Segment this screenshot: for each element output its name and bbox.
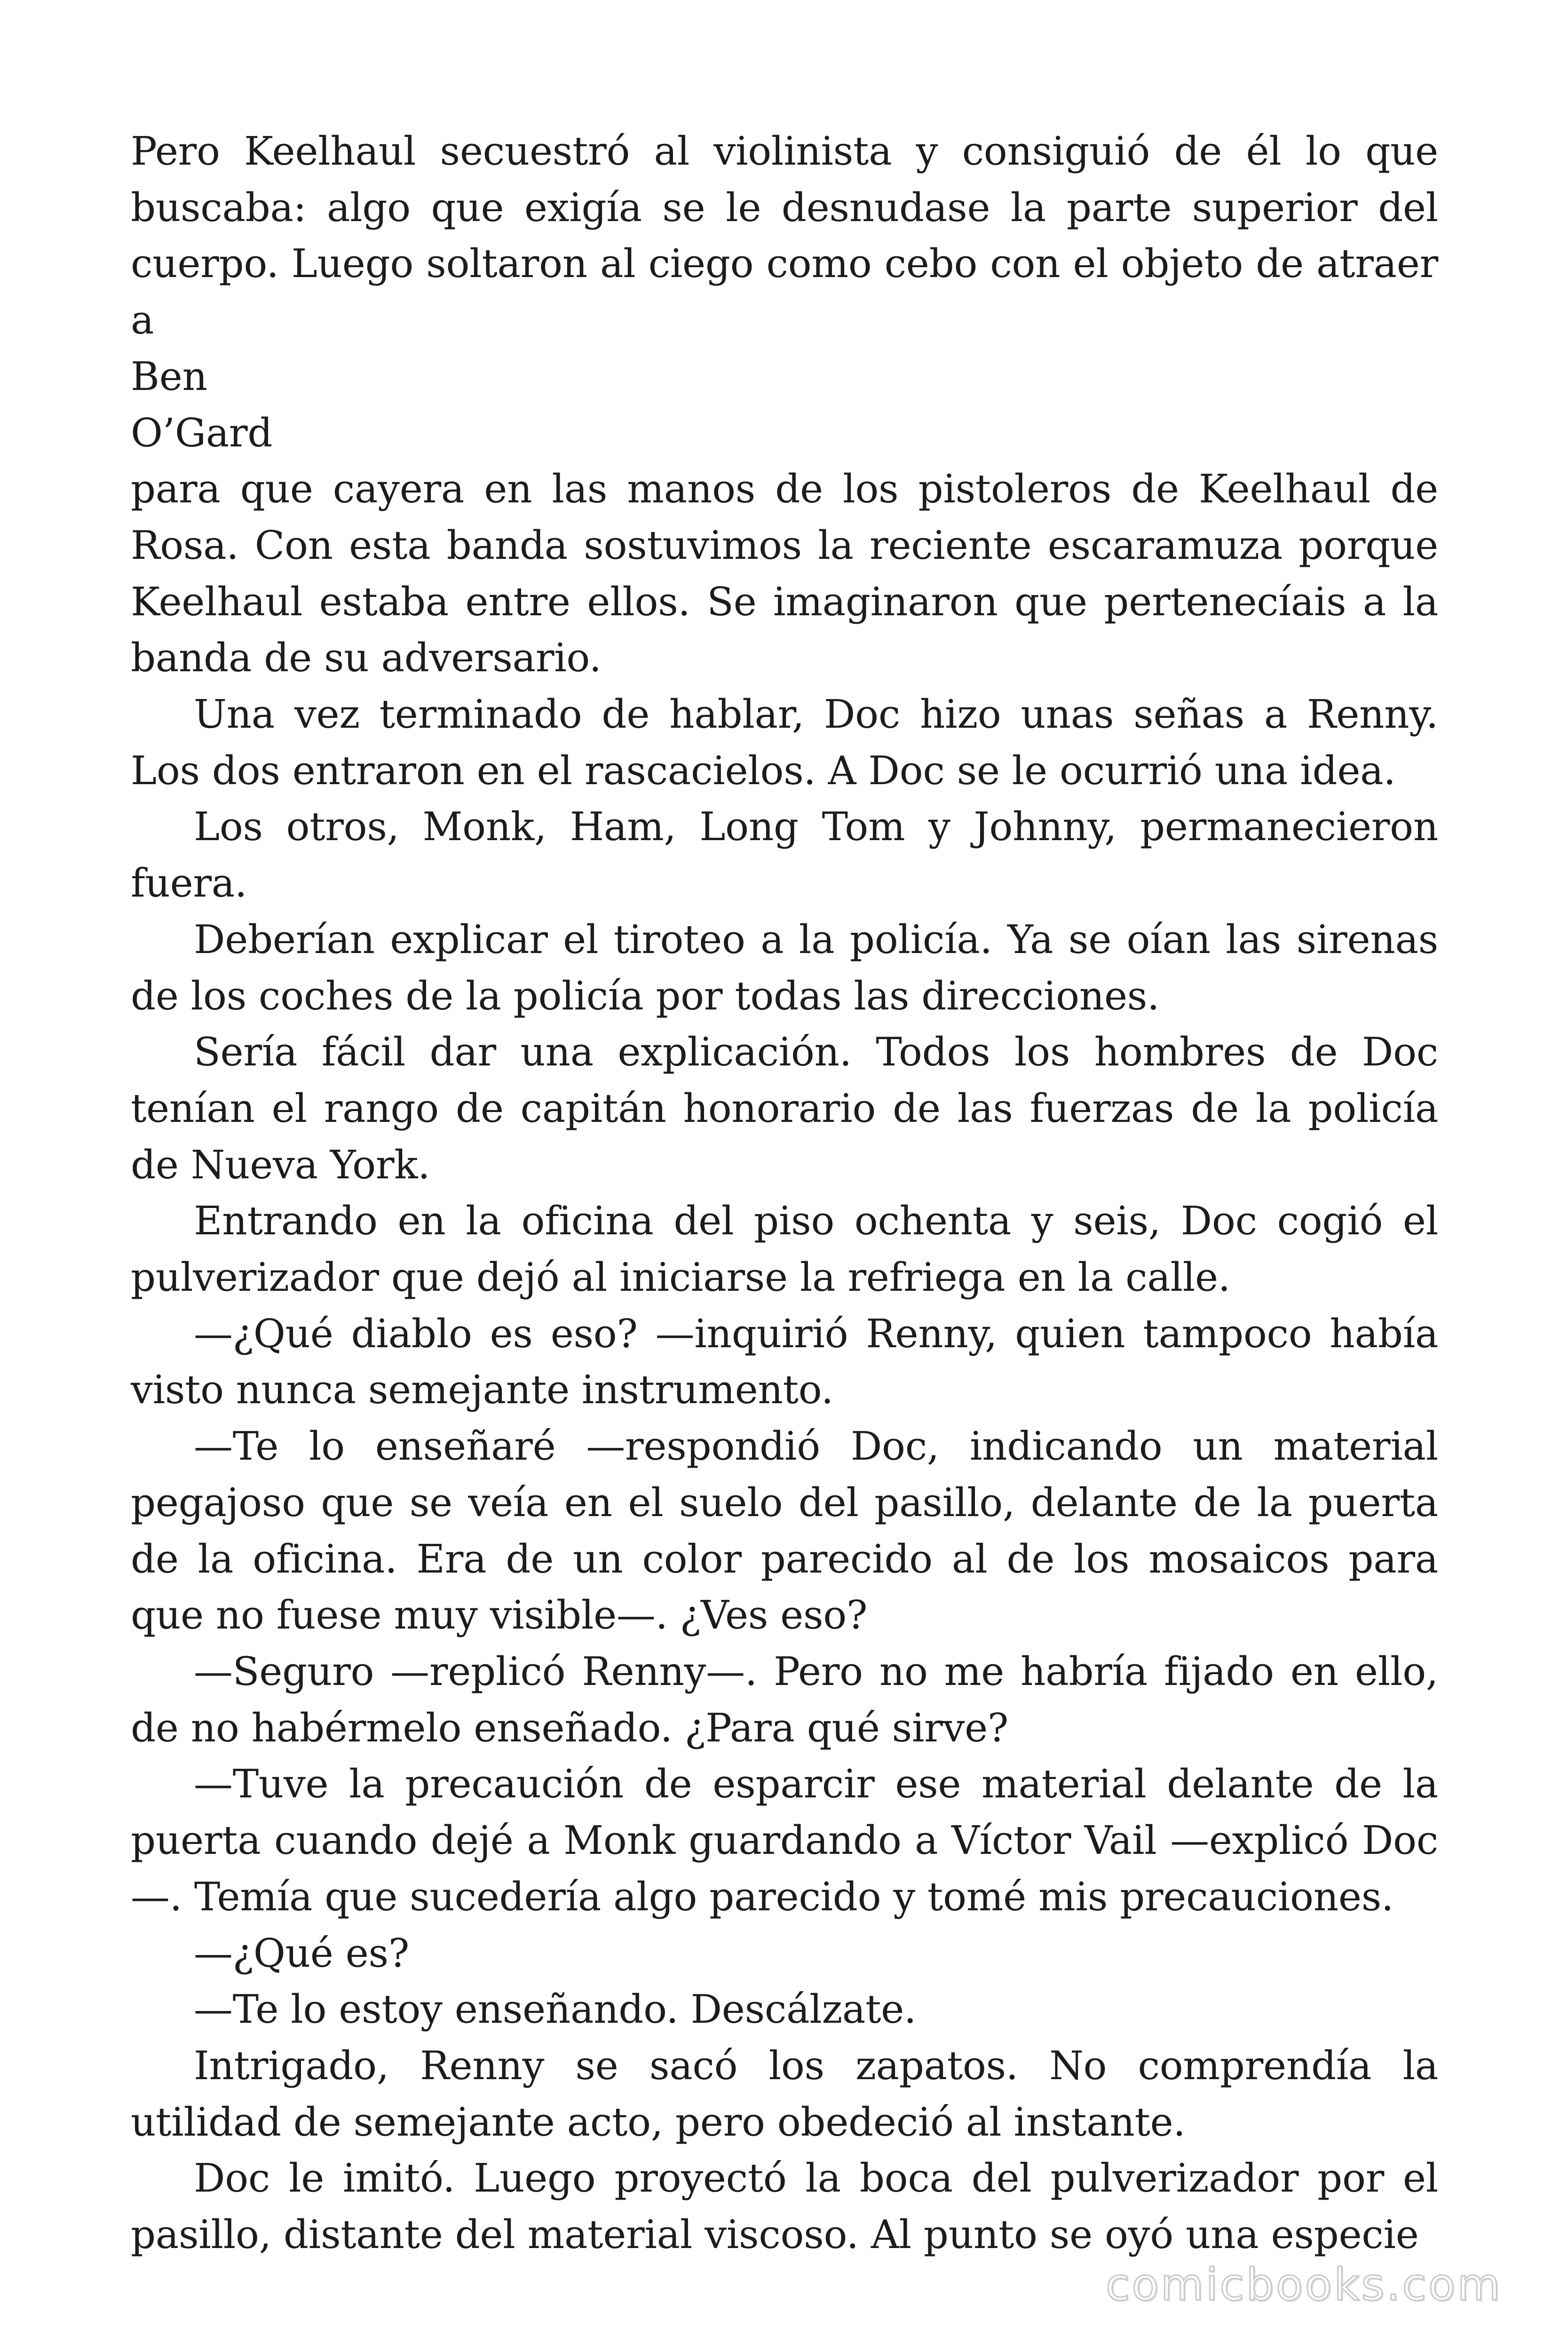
paragraph: Deberían explicar el tiroteo a la policía. Ya se oían las sirenas de los coches de la policía por todas las direcciones. — [131, 916, 1438, 1019]
dialogue-paragraph: —Tuve la precaución de esparcir ese material delante de la puerta cuando dejé a Monk guardando a Víctor Vail —explicó Doc —. Temía que sucedería algo parecido y tomé mis precauciones. — [131, 1761, 1438, 1920]
paragraph: para que cayera en las manos de los pistoleros de Keelhaul de Rosa. Con esta banda sostuvimos la reciente escaramuza porque Keelhaul estaba entre ellos. Se imaginaron que pertenecíais a la banda de su adversario. — [131, 466, 1438, 681]
text-line: O’Gard — [131, 410, 273, 456]
dialogue-paragraph: —¿Qué diablo es eso? —inquirió Renny, quien tampoco había visto nunca semejante instrumento. — [131, 1311, 1438, 1413]
body-text — [131, 123, 1438, 2263]
dialogue-paragraph: —¿Qué es? — [194, 1930, 410, 1976]
paragraph: Entrando en la oficina del piso ochenta y seis, Doc cogió el pulverizador que dejó al iniciarse la refriega en la calle. — [131, 1198, 1438, 1301]
paragraph: Pero Keelhaul secuestró al violinista y consiguió de él lo que buscaba: algo que exigía se le desnudase la parte superior del cuerpo. Luego soltaron al ciego como cebo con el objeto de atraer a — [131, 128, 1438, 343]
text-line: Ben — [131, 353, 207, 399]
paragraph: Sería fácil dar una explicación. Todos los hombres de Doc tenían el rango de capitán honorario de las fuerzas de la policía de Nueva York. — [131, 1029, 1438, 1188]
paragraph: Intrigado, Renny se sacó los zapatos. No comprendía la utilidad de semejante acto, pero obedeció al instante. — [131, 2042, 1438, 2145]
dialogue-paragraph: —Te lo enseñaré —respondió Doc, indicando un material pegajoso que se veía en el suelo del pasillo, delante de la puerta de la oficina. Era de un color parecido al de los mosaicos para que no fuese muy visible—. ¿Ves eso? — [131, 1423, 1438, 1638]
dialogue-paragraph: —Seguro —replicó Renny—. Pero no me habría fijado en ello, de no habérmelo enseñado. ¿Para qué sirve? — [131, 1648, 1438, 1751]
paragraph: Una vez terminado de hablar, Doc hizo unas señas a Renny. Los dos entraron en el rascacielos. A Doc se le ocurrió una idea. — [131, 691, 1438, 794]
paragraph: Doc le imitó. Luego proyectó la boca del pulverizador por el pasillo, distante del material viscoso. Al punto se oyó una especie — [131, 2155, 1438, 2258]
dialogue-paragraph: —Te lo estoy enseñando. Descálzate. — [194, 1986, 917, 2033]
watermark: comicbooks.com — [1105, 2259, 1502, 2311]
paragraph: Los otros, Monk, Ham, Long Tom y Johnny, permanecieron fuera. — [131, 804, 1438, 906]
